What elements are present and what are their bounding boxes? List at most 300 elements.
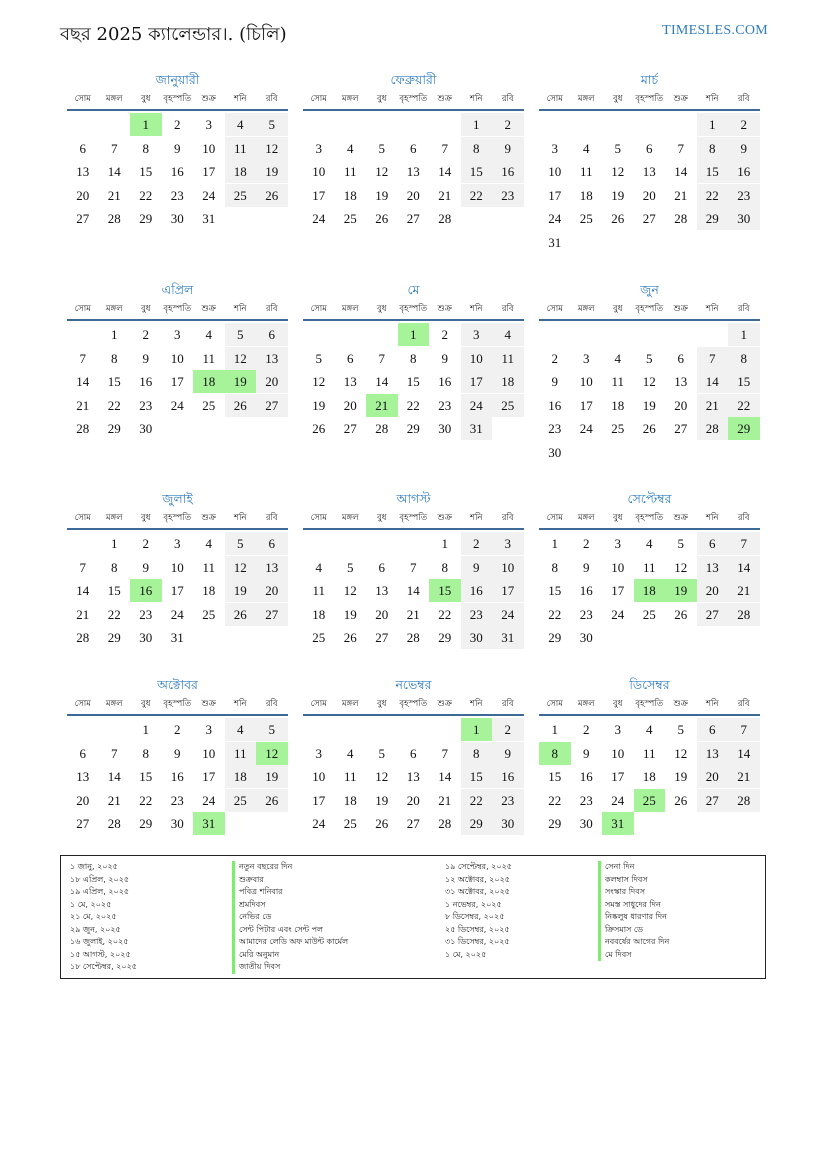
day-cell: 16: [461, 579, 493, 602]
legend-holiday-name: আমাদের লেডি অফ মাউন্ট কার্মেল: [232, 936, 348, 949]
day-cell: 17: [312, 792, 326, 808]
day-cell: 19: [611, 187, 625, 203]
day-cell: 27: [375, 630, 389, 646]
day-cell: 3: [551, 140, 558, 156]
day-cell: 14: [728, 742, 760, 765]
day-cell: 21: [76, 397, 90, 413]
day-cell: 6: [79, 745, 86, 761]
day-cell: 28: [728, 789, 760, 812]
day-cell: 30: [579, 630, 593, 646]
day-cell: 4: [646, 722, 653, 737]
day-cell: 4: [315, 559, 322, 575]
day-cell: 15: [139, 164, 153, 180]
holiday-day-cell: 1: [461, 718, 493, 741]
day-cell: 6: [347, 350, 354, 366]
day-cell: 2: [728, 113, 760, 136]
day-cell: 30: [139, 630, 153, 646]
day-cell: 12: [642, 374, 656, 390]
day-cell: 7: [441, 140, 448, 156]
weekday-header: রবি: [737, 304, 750, 314]
day-cell: 6: [410, 745, 417, 761]
day-cell: 23: [170, 187, 184, 203]
day-cell: 18: [642, 769, 656, 785]
legend-date: ১ জানু, ২০২৫: [70, 862, 118, 871]
day-cell: 22: [461, 184, 493, 207]
day-cell: 29: [107, 421, 121, 437]
day-cell: 13: [697, 556, 729, 579]
day-cell: 24: [579, 421, 593, 437]
weekday-header: রবি: [265, 304, 278, 314]
day-cell: 2: [142, 536, 149, 551]
day-cell: 27: [674, 421, 688, 437]
day-cell: 13: [674, 374, 688, 390]
day-cell: 31: [492, 626, 524, 649]
day-cell: 29: [406, 421, 420, 437]
day-cell: 12: [256, 137, 288, 160]
header-rule: [67, 109, 288, 111]
day-cell: 5: [225, 532, 257, 555]
day-cell: 31: [202, 211, 216, 227]
day-cell: 8: [441, 559, 448, 575]
day-cell: 2: [583, 722, 590, 737]
day-cell: 30: [579, 816, 593, 832]
day-cell: 16: [170, 164, 184, 180]
day-cell: 23: [728, 184, 760, 207]
day-cell: 6: [378, 559, 385, 575]
day-cell: 10: [170, 559, 184, 575]
day-cell: 5: [225, 323, 257, 346]
day-cell: 3: [461, 323, 493, 346]
day-cell: 11: [225, 742, 257, 765]
day-cell: 24: [170, 606, 184, 622]
day-cell: 19: [375, 187, 389, 203]
day-cell: 10: [548, 164, 562, 180]
day-cell: 16: [728, 160, 760, 183]
day-cell: 9: [492, 742, 524, 765]
day-cell: 28: [76, 421, 90, 437]
day-cell: 19: [674, 769, 688, 785]
legend-date: ২১ মে, ২০২৫: [70, 912, 117, 921]
weekday-header: বুধ: [613, 699, 623, 709]
holiday-day-cell: 31: [193, 812, 225, 835]
page-title: বছর 2025 ক্যালেন্ডার।. (চিলি): [60, 24, 287, 45]
day-cell: 10: [492, 556, 524, 579]
legend-date: ২৯ জুন, ২০২৫: [70, 924, 121, 934]
day-cell: 8: [410, 350, 417, 366]
day-cell: 25: [611, 421, 625, 437]
day-cell: 1: [728, 323, 760, 346]
day-cell: 21: [438, 792, 452, 808]
month-name: জুলাই: [162, 491, 193, 506]
day-cell: 7: [728, 532, 760, 555]
day-cell: 22: [548, 792, 562, 808]
day-cell: 11: [343, 769, 357, 785]
holiday-day-cell: 15: [429, 579, 461, 602]
day-cell: 7: [728, 718, 760, 741]
month-name: ডিসেম্বর: [629, 677, 670, 692]
weekday-header: সোম: [74, 513, 91, 523]
day-cell: 17: [548, 187, 562, 203]
day-cell: 26: [642, 421, 656, 437]
day-cell: 27: [76, 816, 90, 832]
day-cell: 4: [492, 323, 524, 346]
day-cell: 27: [76, 211, 90, 227]
day-cell: 18: [312, 606, 326, 622]
day-cell: 7: [441, 745, 448, 761]
holiday-day-cell: 1: [398, 323, 430, 346]
day-cell: 25: [202, 606, 216, 622]
day-cell: 15: [697, 160, 729, 183]
weekday-header: মঙ্গল: [577, 94, 595, 104]
legend-date: ১৮ সেপ্টেম্বর, ২০২৫: [70, 962, 137, 971]
day-cell: 12: [375, 769, 389, 785]
day-cell: 11: [202, 350, 216, 366]
legend-date: ২৫ ডিসেম্বর, ২০২৫: [445, 924, 510, 934]
holiday-day-cell: 25: [634, 789, 666, 812]
weekday-header: সোম: [546, 513, 563, 523]
day-cell: 16: [579, 583, 593, 599]
day-cell: 1: [461, 113, 493, 136]
day-cell: 26: [225, 603, 257, 626]
weekday-header: বৃহস্পতি: [163, 304, 192, 314]
day-cell: 31: [548, 235, 562, 250]
day-cell: 15: [139, 769, 153, 785]
weekday-header: বুধ: [377, 699, 387, 709]
legend-date: ৩১ ডিসেম্বর, ২০২৫: [445, 937, 510, 946]
day-cell: 20: [697, 579, 729, 602]
day-cell: 27: [406, 211, 420, 227]
day-cell: 23: [438, 397, 452, 413]
day-cell: 7: [378, 350, 385, 366]
month-block: [539, 72, 760, 250]
header-rule: [303, 319, 524, 321]
day-cell: 14: [76, 374, 90, 390]
weekday-header: বৃহস্পতি: [399, 513, 428, 523]
day-cell: 20: [406, 792, 420, 808]
weekday-header: শনি: [705, 699, 719, 709]
day-cell: 25: [642, 606, 656, 622]
day-cell: 10: [611, 745, 625, 761]
weekday-header: শনি: [233, 304, 247, 314]
day-cell: 20: [256, 579, 288, 602]
legend-holiday-name: নেভির ডে: [232, 911, 348, 924]
day-cell: 21: [406, 606, 420, 622]
day-cell: 5: [378, 745, 385, 761]
day-cell: 28: [728, 603, 760, 626]
legend-date: ৩১ অক্টোবর, ২০২৫: [445, 887, 510, 896]
day-cell: 10: [312, 769, 326, 785]
day-cell: 3: [174, 536, 181, 551]
day-cell: 13: [76, 164, 90, 180]
weekday-header: বৃহস্পতি: [635, 304, 664, 314]
day-cell: 28: [406, 630, 420, 646]
day-cell: 4: [225, 718, 257, 741]
weekday-header: রবি: [501, 94, 514, 104]
day-cell: 22: [107, 606, 121, 622]
day-cell: 13: [256, 556, 288, 579]
day-cell: 14: [107, 164, 121, 180]
day-cell: 5: [646, 350, 653, 366]
day-cell: 20: [76, 792, 90, 808]
weekday-header: শনি: [469, 304, 483, 314]
day-cell: 9: [461, 556, 493, 579]
day-cell: 30: [139, 421, 153, 437]
day-cell: 24: [611, 606, 625, 622]
day-cell: 2: [583, 536, 590, 551]
day-cell: 7: [79, 350, 86, 366]
day-cell: 26: [256, 184, 288, 207]
day-cell: 4: [583, 140, 590, 156]
day-cell: 1: [142, 722, 149, 737]
month-block: [67, 491, 288, 661]
day-cell: 20: [674, 397, 688, 413]
legend-dates-right: [445, 861, 512, 961]
day-cell: 14: [406, 583, 420, 599]
day-cell: 1: [551, 536, 558, 551]
holiday-day-cell: 19: [665, 579, 697, 602]
day-cell: 14: [438, 769, 452, 785]
day-cell: 28: [76, 630, 90, 646]
day-cell: 28: [375, 421, 389, 437]
day-cell: 19: [375, 792, 389, 808]
day-cell: 24: [202, 792, 216, 808]
day-cell: 17: [170, 374, 184, 390]
header-rule: [303, 714, 524, 716]
header-rule: [539, 714, 760, 716]
day-cell: 18: [343, 792, 357, 808]
weekday-header: শুক্র: [437, 513, 452, 523]
day-cell: 6: [697, 532, 729, 555]
day-cell: 3: [174, 327, 181, 342]
day-cell: 4: [205, 327, 212, 342]
legend-holiday-name: শুক্রবার: [232, 874, 348, 887]
weekday-header: বৃহস্পতি: [163, 699, 192, 709]
day-cell: 21: [107, 187, 121, 203]
month-block: [67, 72, 288, 242]
month-name: জানুয়ারী: [155, 72, 200, 87]
day-cell: 10: [461, 347, 493, 370]
day-cell: 8: [461, 742, 493, 765]
day-cell: 12: [343, 583, 357, 599]
legend-holiday-name: পবিত্র শনিবার: [232, 886, 348, 899]
day-cell: 1: [551, 722, 558, 737]
weekday-header: সোম: [74, 94, 91, 104]
day-cell: 4: [646, 536, 653, 551]
day-cell: 16: [438, 374, 452, 390]
day-cell: 16: [579, 769, 593, 785]
day-cell: 29: [461, 812, 493, 835]
day-cell: 26: [611, 211, 625, 227]
day-cell: 4: [347, 745, 354, 761]
day-cell: 12: [375, 164, 389, 180]
day-cell: 13: [343, 374, 357, 390]
day-cell: 10: [170, 350, 184, 366]
day-cell: 24: [611, 792, 625, 808]
day-cell: 5: [256, 718, 288, 741]
weekday-header: শুক্র: [673, 513, 688, 523]
weekday-header: সোম: [546, 304, 563, 314]
day-cell: 5: [347, 559, 354, 575]
day-cell: 7: [410, 559, 417, 575]
day-cell: 30: [170, 211, 184, 227]
day-cell: 9: [583, 745, 590, 761]
legend-date: ১৬ জুলাই, ২০২৫: [70, 937, 129, 946]
day-cell: 26: [343, 630, 357, 646]
day-cell: 16: [492, 160, 524, 183]
day-cell: 3: [583, 350, 590, 366]
day-cell: 16: [492, 765, 524, 788]
day-cell: 30: [170, 816, 184, 832]
day-cell: 26: [375, 211, 389, 227]
legend-date: ৮ ডিসেম্বর, ২০২৫: [445, 912, 505, 921]
day-cell: 25: [312, 630, 326, 646]
month-block: [67, 677, 288, 847]
day-cell: 2: [441, 327, 448, 342]
day-cell: 12: [611, 164, 625, 180]
day-cell: 25: [225, 789, 257, 812]
day-cell: 24: [461, 394, 493, 417]
weekday-header: মঙ্গল: [341, 304, 359, 314]
day-cell: 24: [202, 187, 216, 203]
brand-logo-text[interactable]: TIMESLES.COM: [662, 23, 768, 38]
day-cell: 27: [697, 603, 729, 626]
day-cell: 31: [170, 630, 184, 646]
day-cell: 9: [174, 745, 181, 761]
day-cell: 21: [107, 792, 121, 808]
day-cell: 1: [441, 536, 448, 551]
day-cell: 7: [111, 140, 118, 156]
legend-date: ১ মে, ২০২৫: [70, 899, 112, 909]
day-cell: 29: [139, 816, 153, 832]
day-cell: 3: [315, 140, 322, 156]
legend-holiday-name: নতুন বছরের দিন: [232, 861, 348, 874]
holiday-day-cell: 1: [130, 113, 162, 136]
weekday-header: রবি: [501, 513, 514, 523]
day-cell: 24: [492, 603, 524, 626]
weekday-header: বুধ: [377, 304, 387, 314]
day-cell: 12: [674, 559, 688, 575]
day-cell: 4: [225, 113, 257, 136]
day-cell: 8: [111, 350, 118, 366]
holiday-day-cell: 12: [256, 742, 288, 765]
day-cell: 21: [728, 579, 760, 602]
legend-date: ১৯ এপ্রিল, ২০২৫: [70, 887, 130, 896]
day-cell: 20: [76, 187, 90, 203]
day-cell: 7: [79, 559, 86, 575]
day-cell: 8: [142, 140, 149, 156]
legend-date: ১২ অক্টোবর, ২০২৫: [445, 874, 510, 884]
day-cell: 18: [579, 187, 593, 203]
day-cell: 13: [406, 164, 420, 180]
legend-date: ১৮ এপ্রিল, ২০২৫: [70, 874, 130, 884]
day-cell: 28: [438, 816, 452, 832]
weekday-header: শনি: [705, 304, 719, 314]
day-cell: 19: [256, 765, 288, 788]
weekday-header: বুধ: [141, 304, 151, 314]
day-cell: 22: [406, 397, 420, 413]
day-cell: 22: [438, 606, 452, 622]
day-cell: 17: [202, 769, 216, 785]
weekday-header: রবি: [265, 699, 278, 709]
day-cell: 27: [406, 816, 420, 832]
day-cell: 29: [438, 630, 452, 646]
day-cell: 28: [107, 816, 121, 832]
day-cell: 10: [312, 164, 326, 180]
day-cell: 30: [438, 421, 452, 437]
legend-holiday-name: সংস্কার দিবস: [598, 886, 669, 899]
day-cell: 20: [697, 765, 729, 788]
day-cell: 5: [378, 140, 385, 156]
day-cell: 25: [579, 211, 593, 227]
legend-date: ১৫ আগস্ট, ২০২৫: [70, 949, 131, 959]
day-cell: 17: [579, 397, 593, 413]
day-cell: 8: [111, 559, 118, 575]
weekday-header: সোম: [310, 513, 327, 523]
weekday-header: সোম: [310, 699, 327, 709]
weekday-header: শুক্র: [673, 699, 688, 709]
weekday-header: মঙ্গল: [105, 94, 123, 104]
day-cell: 13: [375, 583, 389, 599]
day-cell: 1: [111, 327, 118, 342]
day-cell: 2: [492, 718, 524, 741]
legend-holiday-name: সেন্ট পিটার এবং সেন্ট পল: [232, 924, 348, 937]
holiday-day-cell: 21: [366, 394, 398, 417]
day-cell: 21: [728, 765, 760, 788]
day-cell: 27: [642, 211, 656, 227]
day-cell: 10: [579, 374, 593, 390]
day-cell: 31: [461, 417, 493, 440]
day-cell: 20: [642, 187, 656, 203]
weekday-header: শুক্র: [201, 699, 216, 709]
weekday-header: বৃহস্পতি: [635, 699, 664, 709]
day-cell: 23: [579, 792, 593, 808]
day-cell: 20: [343, 397, 357, 413]
day-cell: 23: [492, 789, 524, 812]
day-cell: 16: [548, 397, 562, 413]
day-cell: 10: [611, 559, 625, 575]
day-cell: 26: [674, 792, 688, 808]
legend-holiday-name: মে দিবস: [598, 949, 669, 962]
day-cell: 13: [697, 742, 729, 765]
holiday-day-cell: 29: [728, 417, 760, 440]
header-rule: [539, 319, 760, 321]
weekday-header: বৃহস্পতি: [163, 94, 192, 104]
day-cell: 17: [202, 164, 216, 180]
day-cell: 16: [139, 374, 153, 390]
day-cell: 3: [205, 117, 212, 132]
weekday-header: শনি: [705, 94, 719, 104]
day-cell: 15: [107, 374, 121, 390]
weekday-header: মঙ্গল: [577, 304, 595, 314]
day-cell: 11: [202, 559, 216, 575]
day-cell: 2: [461, 532, 493, 555]
day-cell: 18: [225, 765, 257, 788]
day-cell: 13: [256, 347, 288, 370]
day-cell: 23: [579, 606, 593, 622]
weekday-header: সোম: [74, 699, 91, 709]
day-cell: 18: [202, 583, 216, 599]
day-cell: 26: [256, 789, 288, 812]
day-cell: 27: [343, 421, 357, 437]
day-cell: 14: [674, 164, 688, 180]
day-cell: 29: [107, 630, 121, 646]
day-cell: 5: [677, 536, 684, 551]
day-cell: 23: [139, 606, 153, 622]
legend-date: ১ মে, ২০২৫: [445, 949, 487, 959]
day-cell: 19: [225, 579, 257, 602]
weekday-header: মঙ্গল: [105, 304, 123, 314]
month-name: নভেম্বর: [395, 677, 432, 692]
